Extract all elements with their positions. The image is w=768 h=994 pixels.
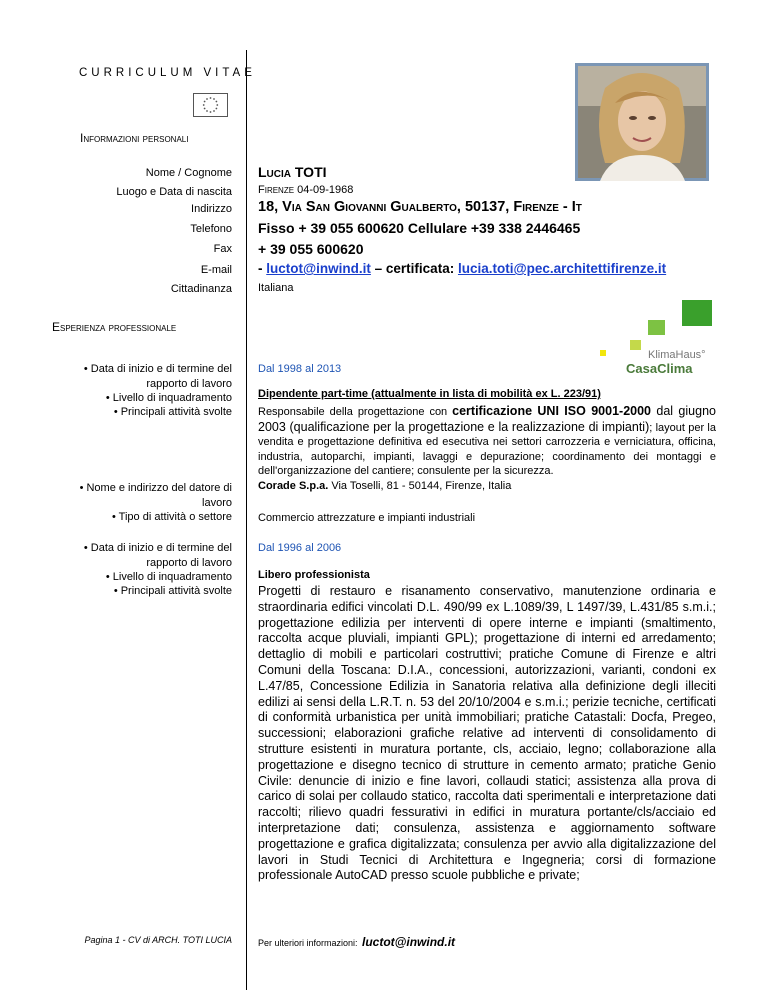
job1-employer [258,480,511,492]
job2-activities: Progetti di restauro e risanamento conservativo, manutenzione ordinaria e straordinaria edifici vincolati D.L. 490/99 ex L.1089/39, L 1497/39, L.431/85 s.m.i.; progettazione edilizia per interventi di opere interne e impianti (smaltimento, raccolta acque pluviali, impianti GPL); progettazione di interni ed arredamento; dettaglio di mobili e particolari costruttivi; pratiche Comune di Firenze e altri Comuni della Toscana: D.I.A., concessioni, autorizzazioni, varianti, condoni ex L.47/85, Concessione Edilizia in Sanatoria relativa alla definizione degli illeciti edilizi ai sensi della L.R.T. n. 53 del 20/10/2004 e s.m.i.; perizie tecniche, certificati di conformità urbanistica per unità immobiliari; pratiche Catastali: Docfa, Pregeo, successioni; elaborazioni grafiche relative ad interventi di consolidamento di strutture esistenti in muratura portante, cls, acciaio, legno; collaborazione alla progettazione e disegno tecnico di strutture in cemento armato; pratiche Genio Civile: denuncie di inizio e fine lavori, collaudi statici; assistenza alla prova di carico di solai per collaudo statico, raccolta dati sperimentali e interpretazione dati raccolti; rilievo quadri fessurativi in edifici in muratura portante/cls/acciaio ed interpretazione dati; consulenza, assistenza e aggiornamento software progettazione e grafica digitalizzata; consulenza per avvio alla digitalizzazione del lavori in Studi Tecnici di Architettura e Ingegneria; corsi di formazione professionale AutoCAD presso scuole pubbliche e private; [258,584,716,883]
job2-label-dates: • Data di inizio e di termine del rapporto di lavoro [83,542,232,569]
label-fax: Fax [213,243,232,255]
section-experience: Esperienza professionale [52,320,177,334]
label-phone: Telefono [190,223,232,235]
label-citizenship: Cittadinanza [170,283,232,295]
job1-activities [258,404,716,479]
label-email: E-mail [200,264,232,276]
eu-flag-icon [193,93,228,117]
svg-text:KlimaHaus°: KlimaHaus° [648,349,706,361]
job1-act-d: ; layout per la vendita e progettazione definitiva ed esecutiva nei settori carrozzeria e verniciatura, officina, industria, autoparchi, impianti, lavaggi e depurazione; coordinamento dei montaggi e dell'organizzazione del cantiere; consulente per la sicurezza. [258,421,716,478]
job1-act-c: dal giugno 2003 (qualificazione per la progettazione e la realizzazione di impianti) [258,404,716,434]
cv-title: CURRICULUM VITAE [79,67,256,79]
job1-act-a: Responsabile della progettazione con [258,406,453,418]
footer-contact [258,933,455,951]
klimahaus-casaclima-logo [592,300,712,380]
job1-employer-address: Via Toselli, 81 - 50144, Firenze, Italia [328,480,512,492]
fax-value: + 39 055 600620 [258,241,364,257]
section-personal-info: Informazioni personali [80,131,189,145]
birth-place-date: Firenze 04-09-1968 [258,184,354,196]
label-name: Nome / Cognome [145,167,232,179]
footer-email[interactable]: luctot@inwind.it [362,935,456,949]
portrait-photo [575,63,709,181]
job1-dates: Dal 1998 al 2013 [258,363,342,375]
job2-level: Libero professionista [258,569,370,581]
label-address: Indirizzo [191,203,232,215]
footer-more-label: Per ulteriori informazioni: [258,938,358,948]
citizenship-value: Italiana [258,282,294,294]
label-birth: Luogo e Data di nascita [116,186,232,198]
job1-label-level: • Livello di inquadramento [105,392,232,404]
person-name: Lucia TOTI [258,164,327,180]
pec-label: – certificata: [370,261,458,276]
email-prefix: - [258,261,267,276]
address-value: 18, Via San Giovanni Gualberto, 50137, Firenze - It [258,199,582,215]
job1-certification: certificazione UNI ISO 9001-2000 [452,404,651,418]
column-divider [246,50,247,990]
job2-label-activities: • Principali attività svolte [113,585,232,597]
email-link[interactable]: luctot@inwind.it [266,261,371,276]
pec-link[interactable]: lucia.toti@pec.architettifirenze.it [457,261,667,276]
job1-label-activities: • Principali attività svolte [113,406,232,418]
svg-text:CasaClima: CasaClima [626,361,693,376]
job1-level: Dipendente part-time (attualmente in lista di mobilità ex L. 223/91) [258,388,601,400]
email-line [258,261,666,276]
footer-page-info: Pagina 1 - CV di ARCH. TOTI LUCIA [84,935,232,945]
phone-value: Fisso + 39 055 600620 Cellulare +39 338 2446465 [258,220,581,236]
job2-dates: Dal 1996 al 2006 [258,542,342,554]
job1-label-employer: • Nome e indirizzo del datore di lavoro [79,482,232,509]
job2-label-level: • Livello di inquadramento [105,571,232,583]
job1-employer-name: Corade S.p.a. [258,480,329,492]
job1-label-dates: • Data di inizio e di termine del rapporto di lavoro [83,363,232,390]
job1-label-sector: • Tipo di attività o settore [111,511,232,523]
job1-sector: Commercio attrezzature e impianti industriali [258,512,476,524]
